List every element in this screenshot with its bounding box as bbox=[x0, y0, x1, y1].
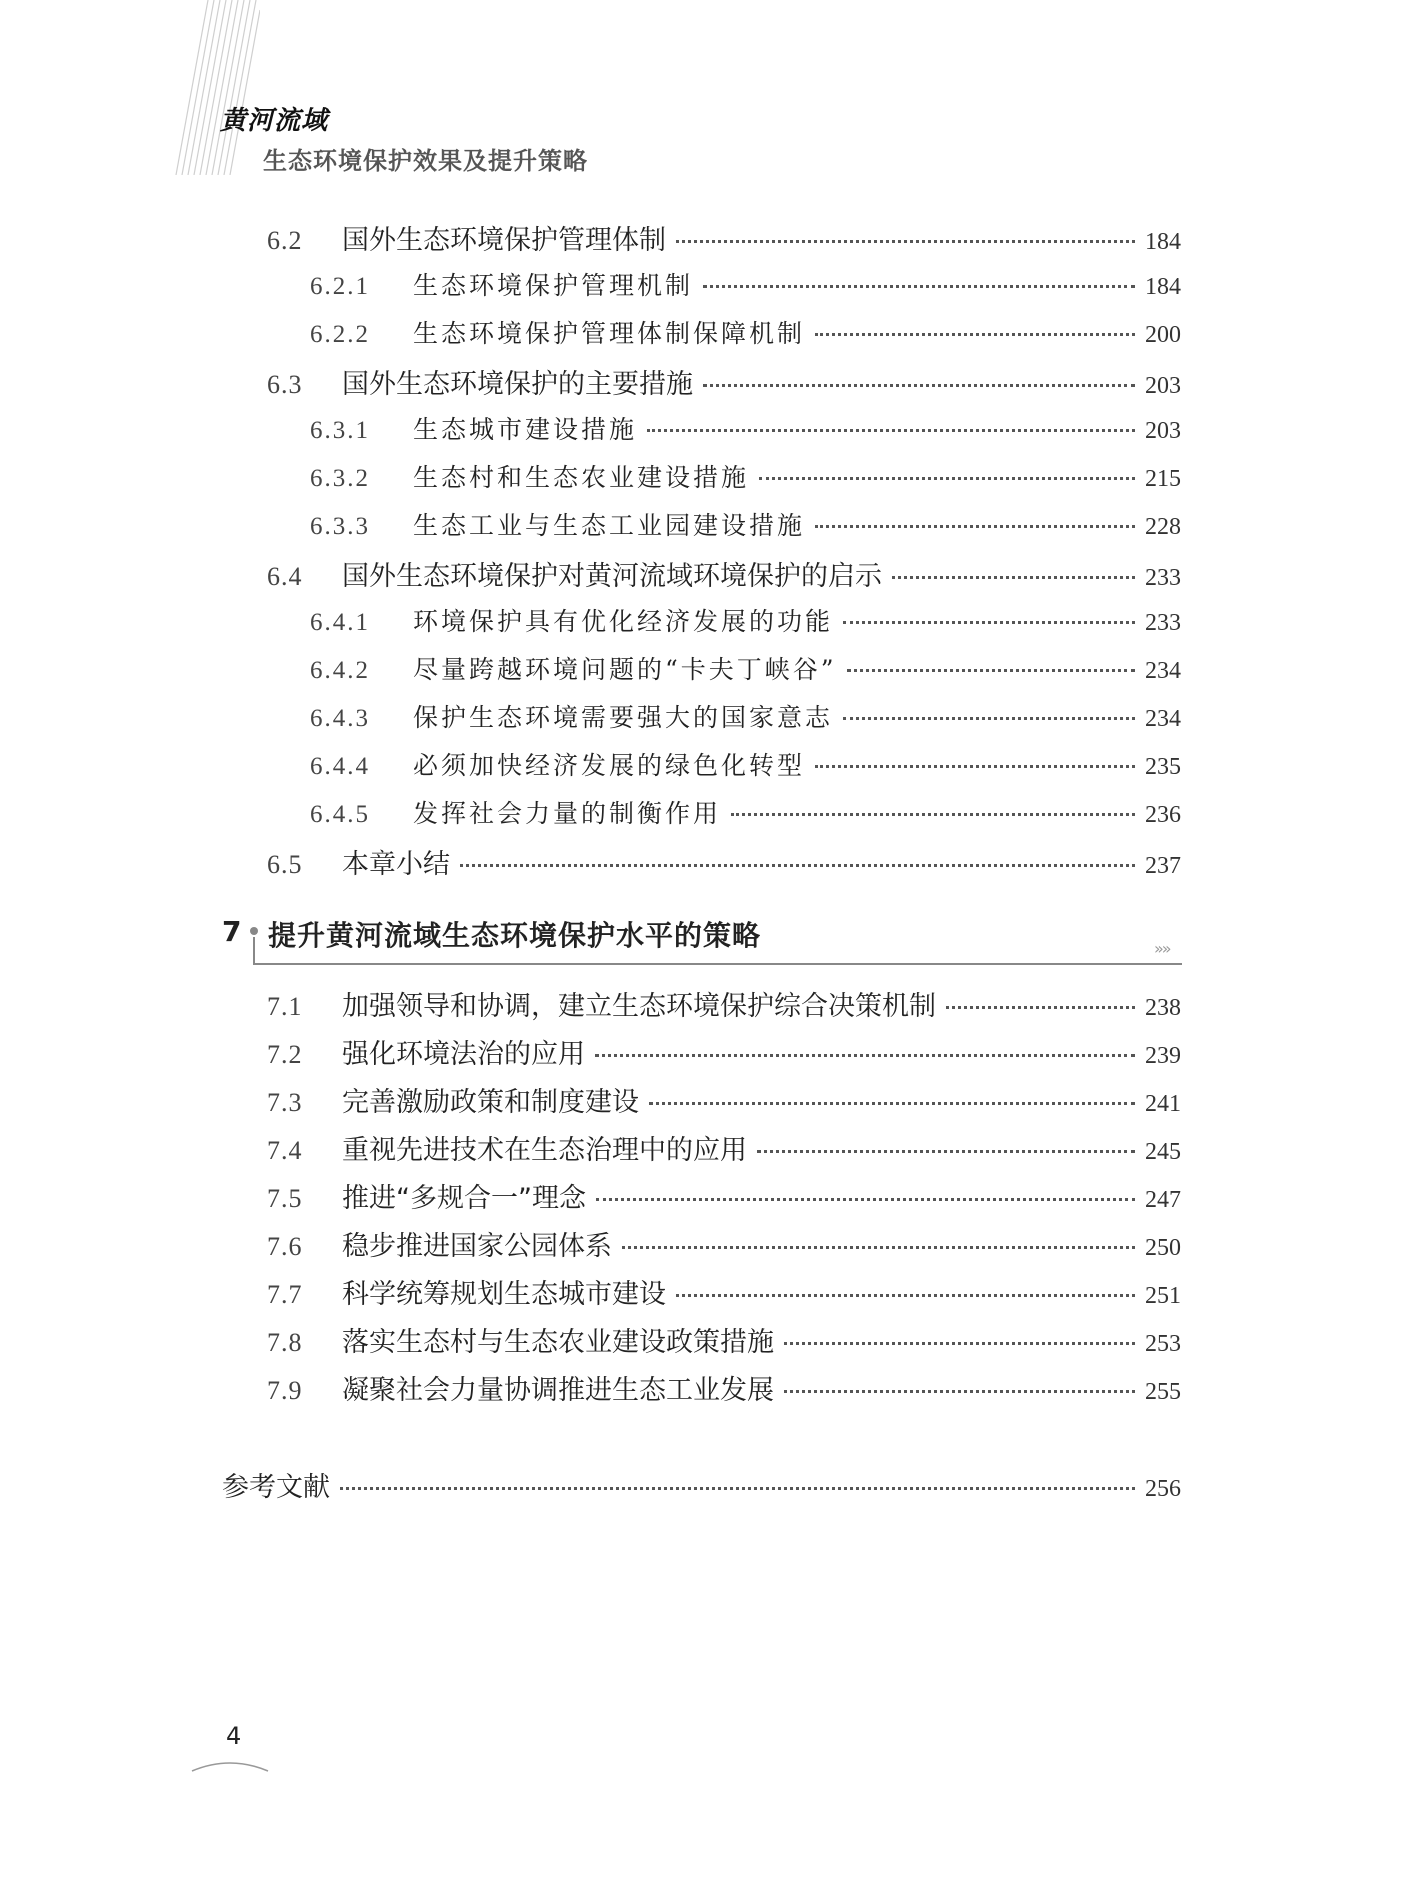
toc-page: 184 bbox=[1145, 274, 1181, 300]
toc-page: 228 bbox=[1145, 514, 1181, 540]
toc-title: 生态环境保护管理体制保障机制 bbox=[413, 319, 806, 348]
toc-title: 生态村和生态农业建设措施 bbox=[413, 463, 750, 492]
double-chevron-icon: »» bbox=[1154, 939, 1170, 958]
toc-page: 241 bbox=[1145, 1091, 1181, 1117]
toc-title: 凝聚社会力量协调推进生态工业发展 bbox=[342, 1375, 774, 1406]
chapter-rule bbox=[253, 963, 1182, 965]
toc-title: 生态环境保护管理机制 bbox=[413, 271, 694, 300]
header-hatch-decoration bbox=[170, 0, 260, 175]
toc-title: 参考文献 bbox=[222, 1472, 330, 1503]
dot-leader bbox=[946, 1006, 1135, 1009]
toc-number: 7.6 bbox=[267, 1232, 303, 1261]
toc-entry-7-7[interactable] bbox=[267, 1272, 1181, 1316]
toc-entry-6-4-2[interactable] bbox=[310, 650, 1181, 694]
toc-title: 重视先进技术在生态治理中的应用 bbox=[342, 1135, 747, 1166]
toc-page: 234 bbox=[1145, 658, 1181, 684]
toc-entry-7-8[interactable] bbox=[267, 1320, 1181, 1364]
toc-entry-6-2[interactable] bbox=[267, 218, 1181, 262]
toc-entry-6-3[interactable] bbox=[267, 362, 1181, 406]
toc-entry-6-4-4[interactable] bbox=[310, 746, 1181, 790]
toc-number: 7.7 bbox=[267, 1280, 303, 1309]
toc-number: 7.2 bbox=[267, 1040, 303, 1069]
toc-entry-7-1[interactable] bbox=[267, 984, 1181, 1028]
toc-page: 250 bbox=[1145, 1235, 1181, 1261]
toc-page: 184 bbox=[1145, 229, 1181, 255]
dot-leader bbox=[595, 1054, 1135, 1057]
dot-leader bbox=[784, 1342, 1135, 1345]
toc-number: 6.2.1 bbox=[310, 273, 370, 300]
toc-number: 6.2 bbox=[267, 226, 303, 255]
toc-page: 239 bbox=[1145, 1043, 1181, 1069]
dot-leader bbox=[759, 477, 1135, 480]
toc-page: 255 bbox=[1145, 1379, 1181, 1405]
toc-entry-7-6[interactable] bbox=[267, 1224, 1181, 1268]
toc-entry-7-4[interactable] bbox=[267, 1128, 1181, 1172]
toc-page: 251 bbox=[1145, 1283, 1181, 1309]
toc-title: 稳步推进国家公园体系 bbox=[342, 1231, 612, 1262]
toc-number: 7.9 bbox=[267, 1376, 303, 1405]
toc-title: 推进“多规合一”理念 bbox=[342, 1183, 586, 1214]
book-subtitle: 生态环境保护效果及提升策略 bbox=[263, 147, 588, 175]
toc-title: 发挥社会力量的制衡作用 bbox=[413, 799, 722, 828]
dot-leader bbox=[703, 285, 1135, 288]
chapter-rule-vertical bbox=[253, 937, 255, 965]
toc-entry-6-5[interactable] bbox=[267, 842, 1181, 886]
toc-page: 233 bbox=[1145, 610, 1181, 636]
toc-entry-7-9[interactable] bbox=[267, 1368, 1181, 1412]
toc-number: 7.1 bbox=[267, 992, 303, 1021]
dot-leader bbox=[647, 429, 1135, 432]
toc-number: 7.8 bbox=[267, 1328, 303, 1357]
toc-entry-6-4-1[interactable] bbox=[310, 602, 1181, 646]
toc-entry-7-3[interactable] bbox=[267, 1080, 1181, 1124]
toc-entry-6-4-3[interactable] bbox=[310, 698, 1181, 742]
toc-title: 科学统筹规划生态城市建设 bbox=[342, 1279, 666, 1310]
dot-leader bbox=[676, 240, 1135, 243]
toc-number: 6.3.3 bbox=[310, 513, 370, 540]
toc-title: 保护生态环境需要强大的国家意志 bbox=[413, 703, 834, 732]
toc-number: 6.3 bbox=[267, 370, 303, 399]
toc-entry-7-2[interactable] bbox=[267, 1032, 1181, 1076]
toc-page: 236 bbox=[1145, 802, 1181, 828]
chapter-number: 7 bbox=[222, 915, 242, 948]
chapter-heading[interactable] bbox=[222, 915, 1182, 965]
dot-leader bbox=[843, 717, 1135, 720]
toc-page: 253 bbox=[1145, 1331, 1181, 1357]
toc-title: 国外生态环境保护管理体制 bbox=[342, 225, 666, 256]
dot-leader bbox=[649, 1102, 1135, 1105]
toc-title: 必须加快经济发展的绿色化转型 bbox=[413, 751, 806, 780]
toc-title: 生态工业与生态工业园建设措施 bbox=[413, 511, 806, 540]
toc-title: 环境保护具有优化经济发展的功能 bbox=[413, 607, 834, 636]
toc-number: 6.5 bbox=[267, 850, 303, 879]
toc-number: 6.4.4 bbox=[310, 753, 370, 780]
toc-number: 6.4 bbox=[267, 562, 303, 591]
toc-entry-6-4-5[interactable] bbox=[310, 794, 1181, 838]
toc-page: 234 bbox=[1145, 706, 1181, 732]
toc-page: 233 bbox=[1145, 565, 1181, 591]
toc-title: 强化环境法治的应用 bbox=[342, 1039, 585, 1070]
toc-number: 7.5 bbox=[267, 1184, 303, 1213]
toc-page: 200 bbox=[1145, 322, 1181, 348]
toc-page: 215 bbox=[1145, 466, 1181, 492]
toc-page: 235 bbox=[1145, 754, 1181, 780]
footer-swoosh-decoration bbox=[190, 1755, 270, 1775]
toc-page: 245 bbox=[1145, 1139, 1181, 1165]
toc-number: 6.4.5 bbox=[310, 801, 370, 828]
dot-leader bbox=[815, 525, 1135, 528]
chapter-bullet bbox=[250, 927, 258, 935]
toc-title: 落实生态村与生态农业建设政策措施 bbox=[342, 1327, 774, 1358]
toc-number: 6.4.1 bbox=[310, 609, 370, 636]
toc-entry-6-3-1[interactable] bbox=[310, 410, 1181, 454]
toc-entry-6-2-1[interactable] bbox=[310, 266, 1181, 310]
toc-number: 6.4.3 bbox=[310, 705, 370, 732]
dot-leader bbox=[676, 1294, 1135, 1297]
toc-entry-references[interactable] bbox=[222, 1465, 1181, 1509]
toc-entry-6-2-2[interactable] bbox=[310, 314, 1181, 358]
toc-number: 6.2.2 bbox=[310, 321, 370, 348]
dot-leader bbox=[757, 1150, 1135, 1153]
series-title: 黄河流域 bbox=[220, 106, 329, 136]
toc-entry-6-3-3[interactable] bbox=[310, 506, 1181, 550]
dot-leader bbox=[843, 621, 1135, 624]
toc-page: 247 bbox=[1145, 1187, 1181, 1213]
dot-leader bbox=[784, 1390, 1135, 1393]
toc-title: 加强领导和协调，建立生态环境保护综合决策机制 bbox=[342, 991, 936, 1022]
toc-number: 6.3.2 bbox=[310, 465, 370, 492]
dot-leader bbox=[596, 1198, 1135, 1201]
toc-page: 238 bbox=[1145, 995, 1181, 1021]
dot-leader bbox=[731, 813, 1135, 816]
toc-page: 237 bbox=[1145, 853, 1181, 879]
toc-number: 6.3.1 bbox=[310, 417, 370, 444]
page-number: 4 bbox=[226, 1722, 242, 1750]
toc-page: 203 bbox=[1145, 418, 1181, 444]
toc-entry-6-4[interactable] bbox=[267, 554, 1181, 598]
dot-leader bbox=[847, 669, 1135, 672]
toc-number: 6.4.2 bbox=[310, 657, 370, 684]
toc-entry-6-3-2[interactable] bbox=[310, 458, 1181, 502]
toc-title: 尽量跨越环境问题的“卡夫丁峡谷” bbox=[413, 655, 837, 684]
toc-number: 7.4 bbox=[267, 1136, 303, 1165]
dot-leader bbox=[622, 1246, 1135, 1249]
dot-leader bbox=[460, 864, 1135, 867]
chapter-title: 提升黄河流域生态环境保护水平的策略 bbox=[268, 919, 762, 952]
toc-title: 生态城市建设措施 bbox=[413, 415, 638, 444]
toc-page: 256 bbox=[1145, 1476, 1181, 1502]
toc-page: 203 bbox=[1145, 373, 1181, 399]
toc-title: 本章小结 bbox=[342, 849, 450, 880]
toc-title: 国外生态环境保护对黄河流域环境保护的启示 bbox=[342, 561, 882, 592]
toc-title: 国外生态环境保护的主要措施 bbox=[342, 369, 693, 400]
toc-entry-7-5[interactable] bbox=[267, 1176, 1181, 1220]
dot-leader bbox=[340, 1487, 1135, 1490]
dot-leader bbox=[815, 333, 1135, 336]
toc-title: 完善激励政策和制度建设 bbox=[342, 1087, 639, 1118]
dot-leader bbox=[703, 384, 1135, 387]
dot-leader bbox=[815, 765, 1135, 768]
dot-leader bbox=[892, 576, 1135, 579]
toc-number: 7.3 bbox=[267, 1088, 303, 1117]
